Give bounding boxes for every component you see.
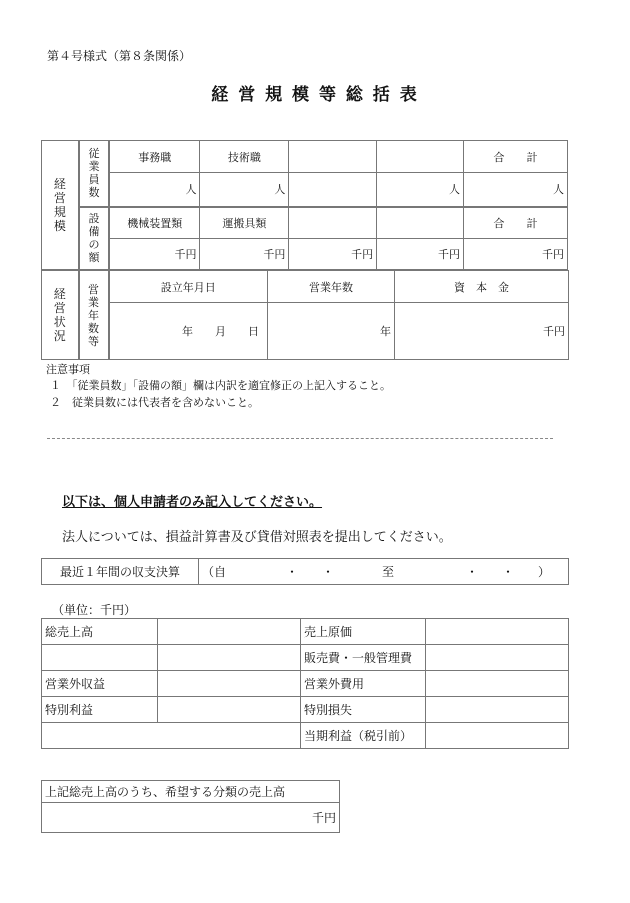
desired-sales-table <box>41 780 340 833</box>
eq-header: 運搬具類 <box>200 207 289 239</box>
establish-date-header: 設立年月日 <box>109 271 268 303</box>
settlement-period-field[interactable]: （自 ・ ・ 至 ・ ・ ） <box>199 559 569 585</box>
eq-value-total[interactable]: 千円 <box>463 239 567 270</box>
income-label: 営業外収益 <box>42 671 158 697</box>
expense-label: 当期利益（税引前） <box>301 723 426 749</box>
establish-date-field[interactable]: 年 月 日 <box>109 303 268 360</box>
scale-table <box>41 140 568 271</box>
scale-label: 経 営 規 模 <box>42 141 79 270</box>
income-label: 総売上高 <box>42 619 158 645</box>
eq-value[interactable]: 千円 <box>377 239 464 270</box>
page-title: 経 営 規 模 等 総 括 表 <box>211 85 419 105</box>
desired-sales-label: 上記総売上高のうち、希望する分類の売上高 <box>42 781 340 803</box>
expense-value-field[interactable] <box>426 697 569 723</box>
individual-heading: 以下は、個人申請者のみ記入してください。 <box>62 495 323 510</box>
emp-value[interactable]: 人 <box>109 173 200 207</box>
status-table <box>41 270 569 360</box>
capital-field[interactable]: 千円 <box>395 303 569 360</box>
income-value-field[interactable] <box>158 697 301 723</box>
settlement-label: 最近１年間の収支決算 <box>42 559 199 585</box>
form-number: 第４号様式（第８条関係） <box>47 49 192 63</box>
status-sub-label: 営 業 年 数 等 <box>79 271 109 360</box>
expense-value-field[interactable] <box>426 671 569 697</box>
note-item: １ 「従業員数」「設備の額」欄は内訳を適宜修正の上記入すること。 <box>50 379 391 392</box>
emp-value[interactable]: 人 <box>377 173 464 207</box>
expense-label: 営業外費用 <box>301 671 426 697</box>
eq-header-total: 合 計 <box>463 207 567 239</box>
income-label: 特別利益 <box>42 697 158 723</box>
eq-value[interactable]: 千円 <box>109 239 200 270</box>
eq-header <box>377 207 464 239</box>
corporate-note: 法人については、損益計算書及び貸借対照表を提出してください。 <box>62 530 452 545</box>
equipment-label: 設 備 の 額 <box>79 207 109 270</box>
income-value-field[interactable] <box>158 619 301 645</box>
emp-header <box>289 141 377 173</box>
notes-heading: 注意事項 <box>46 363 90 376</box>
emp-value-total[interactable]: 人 <box>463 173 567 207</box>
income-value-field[interactable] <box>158 645 301 671</box>
empty-cell <box>42 723 301 749</box>
employees-label: 従 業 員 数 <box>79 141 109 207</box>
expense-value-field[interactable] <box>426 619 569 645</box>
income-label <box>42 645 158 671</box>
expense-value-field[interactable] <box>426 645 569 671</box>
desired-sales-field[interactable]: 千円 <box>42 803 340 833</box>
unit-label: （単位：千円） <box>52 603 137 617</box>
settlement-table <box>41 558 569 585</box>
business-years-header: 営業年数 <box>268 271 395 303</box>
emp-header <box>377 141 464 173</box>
eq-value[interactable]: 千円 <box>289 239 377 270</box>
status-label: 経 営 状 況 <box>42 271 79 360</box>
emp-header-total: 合 計 <box>463 141 567 173</box>
emp-header: 事務職 <box>109 141 200 173</box>
expense-label: 販売費・一般管理費 <box>301 645 426 671</box>
income-table <box>41 618 569 749</box>
expense-label: 売上原価 <box>301 619 426 645</box>
note-item: ２ 従業員数には代表者を含めないこと。 <box>50 396 259 409</box>
eq-header: 機械装置類 <box>109 207 200 239</box>
separator-line <box>47 438 553 439</box>
emp-value[interactable]: 人 <box>200 173 289 207</box>
eq-value[interactable]: 千円 <box>200 239 289 270</box>
capital-header: 資 本 金 <box>395 271 569 303</box>
expense-value-field[interactable] <box>426 723 569 749</box>
expense-label: 特別損失 <box>301 697 426 723</box>
emp-header: 技術職 <box>200 141 289 173</box>
income-value-field[interactable] <box>158 671 301 697</box>
business-years-field[interactable]: 年 <box>268 303 395 360</box>
eq-header <box>289 207 377 239</box>
emp-value[interactable] <box>289 173 377 207</box>
